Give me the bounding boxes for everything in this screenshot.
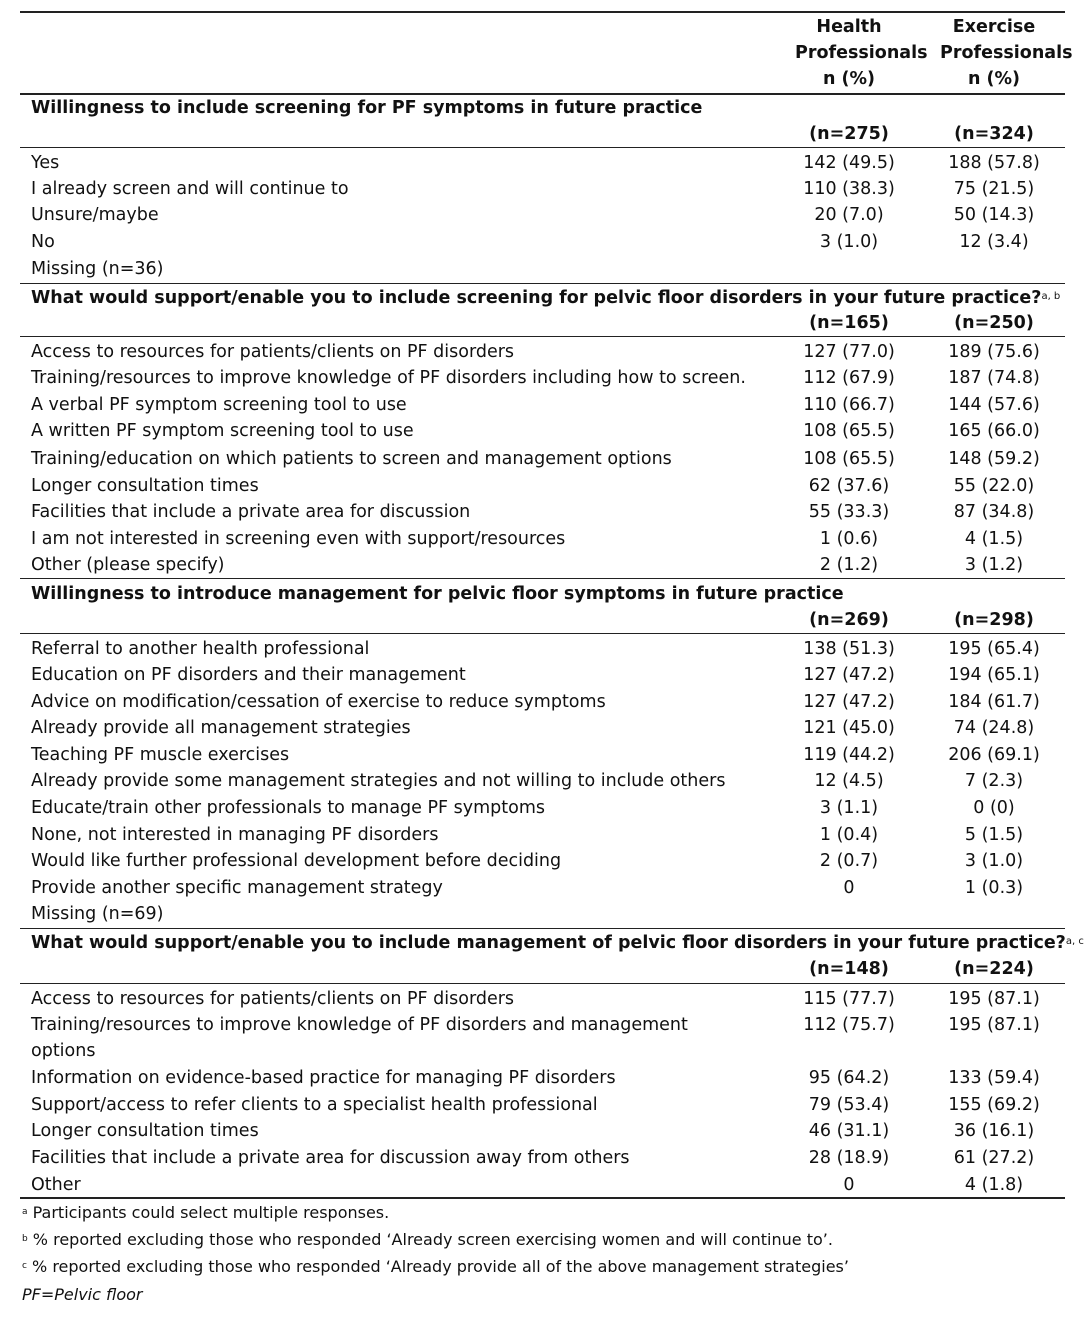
column-header-exercise-line2: Professionals [940, 43, 1073, 63]
row-label: Already provide some management strategies and not willing to include others [31, 771, 726, 791]
column-header-health-line2: Professionals [795, 43, 928, 63]
footnote-mark: a [22, 1207, 28, 1217]
row-exercise-value: 3 (1.2) [964, 555, 1024, 575]
row-exercise-value: 61 (27.2) [953, 1148, 1035, 1168]
table-bottom-rule [20, 1197, 1065, 1199]
row-exercise-value: 4 (1.8) [964, 1175, 1024, 1195]
section-title [31, 583, 844, 605]
row-label: Missing (n=36) [31, 259, 164, 279]
footnote-text: % reported excluding those who responded ‘Already provide all of the above management strategies’ [26, 1257, 849, 1276]
row-exercise-value: 133 (59.4) [948, 1068, 1040, 1088]
row-exercise-value: 7 (2.3) [964, 771, 1024, 791]
row-health-value: 142 (49.5) [803, 153, 895, 173]
row-exercise-value: 148 (59.2) [948, 449, 1040, 469]
row-health-value: 28 (18.9) [808, 1148, 890, 1168]
row-label: Longer consultation times [31, 1121, 259, 1141]
row-label: I am not interested in screening even with support/resources [31, 529, 566, 549]
section-rule [20, 578, 1065, 579]
section-title [31, 287, 1060, 309]
row-exercise-value: 195 (87.1) [948, 1015, 1040, 1035]
row-health-value: 2 (1.2) [819, 555, 879, 575]
row-health-value: 62 (37.6) [808, 476, 890, 496]
row-health-value: 3 (1.0) [819, 232, 879, 252]
row-label: Educate/train other professionals to manage PF symptoms [31, 798, 546, 818]
row-label: Access to resources for patients/clients on PF disorders [31, 989, 515, 1009]
row-label: Support/access to refer clients to a specialist health professional [31, 1095, 598, 1115]
row-label: Facilities that include a private area for discussion away from others [31, 1148, 630, 1168]
row-health-value: 127 (47.2) [803, 665, 895, 685]
footnote-marker: a, b [1041, 291, 1061, 302]
header-bottom-rule [20, 93, 1065, 95]
row-label: Missing (n=69) [31, 904, 164, 924]
row-health-value: 1 (0.4) [819, 825, 879, 845]
row-health-value: 79 (53.4) [808, 1095, 890, 1115]
row-exercise-value: 155 (69.2) [948, 1095, 1040, 1115]
footnote-mark: b [22, 1234, 28, 1244]
section-rule [20, 928, 1065, 929]
row-health-value: 55 (33.3) [808, 502, 890, 522]
row-label: Access to resources for patients/clients on PF disorders [31, 342, 515, 362]
row-health-value: 12 (4.5) [814, 771, 884, 791]
row-health-value: 127 (47.2) [803, 692, 895, 712]
row-label: Facilities that include a private area for discussion [31, 502, 471, 522]
row-exercise-value: 206 (69.1) [948, 745, 1040, 765]
abbreviation-note: PF=Pelvic floor [22, 1285, 143, 1304]
row-label: Unsure/maybe [31, 205, 159, 225]
row-health-value: 119 (44.2) [803, 745, 895, 765]
section-n-exercise: (n=224) [954, 959, 1034, 979]
footnote-marker: a, c [1065, 936, 1084, 947]
row-exercise-value: 188 (57.8) [948, 153, 1040, 173]
row-label: A verbal PF symptom screening tool to use [31, 395, 407, 415]
row-label: No [31, 232, 55, 252]
row-exercise-value: 184 (61.7) [948, 692, 1040, 712]
column-header-health [795, 14, 928, 92]
row-health-value: 138 (51.3) [803, 639, 895, 659]
row-health-value: 1 (0.6) [819, 529, 879, 549]
row-health-value: 110 (38.3) [803, 179, 895, 199]
section-n-health: (n=275) [809, 124, 889, 144]
row-health-value: 108 (65.5) [803, 449, 895, 469]
row-health-value: 3 (1.1) [819, 798, 879, 818]
column-header-exercise-line1: Exercise [952, 17, 1036, 37]
row-exercise-value: 144 (57.6) [948, 395, 1040, 415]
row-label: Would like further professional development before deciding [31, 851, 562, 871]
row-health-value: 0 [843, 1175, 855, 1195]
row-health-value: 2 (0.7) [819, 851, 879, 871]
row-health-value: 110 (66.7) [803, 395, 895, 415]
section-title [31, 932, 1084, 954]
row-label-continuation: options [31, 1041, 96, 1061]
section-n-health: (n=269) [809, 610, 889, 630]
row-health-value: 0 [843, 878, 855, 898]
row-label: Other (please specify) [31, 555, 225, 575]
row-label: Other [31, 1175, 81, 1195]
section-title [31, 97, 702, 119]
section-rule [20, 283, 1065, 284]
column-header-health-line1: Health [816, 17, 882, 37]
footnote-text: Participants could select multiple responses. [27, 1203, 390, 1222]
column-header-health-line3: n (%) [822, 69, 876, 89]
row-health-value: 112 (75.7) [803, 1015, 895, 1035]
row-label: Education on PF disorders and their management [31, 665, 466, 685]
footnote-mark: c [22, 1261, 27, 1271]
row-exercise-value: 0 (0) [973, 798, 1015, 818]
section-rule [20, 633, 1065, 634]
section-title-text: Willingness to introduce management for pelvic floor symptoms in future practice [31, 584, 844, 604]
row-exercise-value: 187 (74.8) [948, 368, 1040, 388]
row-label: Training/resources to improve knowledge of PF disorders including how to screen. [31, 368, 746, 388]
row-label: Training/resources to improve knowledge of PF disorders and management [31, 1015, 688, 1035]
column-header-exercise [940, 14, 1073, 92]
row-exercise-value: 189 (75.6) [948, 342, 1040, 362]
row-exercise-value: 195 (87.1) [948, 989, 1040, 1009]
row-health-value: 115 (77.7) [803, 989, 895, 1009]
row-exercise-value: 165 (66.0) [948, 421, 1040, 441]
section-rule [20, 983, 1065, 984]
row-label: Longer consultation times [31, 476, 259, 496]
row-health-value: 121 (45.0) [803, 718, 895, 738]
footnote [22, 1229, 833, 1251]
row-exercise-value: 3 (1.0) [964, 851, 1024, 871]
row-exercise-value: 5 (1.5) [964, 825, 1024, 845]
row-exercise-value: 1 (0.3) [964, 878, 1024, 898]
section-rule [20, 147, 1065, 148]
section-n-exercise: (n=324) [954, 124, 1034, 144]
row-health-value: 108 (65.5) [803, 421, 895, 441]
row-health-value: 112 (67.9) [803, 368, 895, 388]
section-n-health: (n=148) [809, 959, 889, 979]
row-health-value: 95 (64.2) [808, 1068, 890, 1088]
section-n-exercise: (n=250) [954, 313, 1034, 333]
footnote [22, 1256, 849, 1278]
section-title-text: What would support/enable you to include screening for pelvic floor disorders in your future practice? [31, 288, 1042, 308]
footnote [22, 1202, 389, 1224]
row-label: Teaching PF muscle exercises [31, 745, 290, 765]
row-label: A written PF symptom screening tool to use [31, 421, 414, 441]
row-exercise-value: 12 (3.4) [959, 232, 1029, 252]
row-label: Referral to another health professional [31, 639, 370, 659]
row-label: I already screen and will continue to [31, 179, 349, 199]
row-exercise-value: 55 (22.0) [953, 476, 1035, 496]
row-label: Advice on modification/cessation of exercise to reduce symptoms [31, 692, 606, 712]
row-exercise-value: 195 (65.4) [948, 639, 1040, 659]
table-top-rule [20, 11, 1065, 13]
footnote-text: % reported excluding those who responded ‘Already screen exercising women and will continue to’. [27, 1230, 833, 1249]
row-exercise-value: 87 (34.8) [953, 502, 1035, 522]
row-exercise-value: 4 (1.5) [964, 529, 1024, 549]
row-label: Already provide all management strategies [31, 718, 411, 738]
row-exercise-value: 36 (16.1) [953, 1121, 1035, 1141]
section-title-text: Willingness to include screening for PF symptoms in future practice [31, 98, 703, 118]
row-health-value: 127 (77.0) [803, 342, 895, 362]
row-health-value: 20 (7.0) [814, 205, 884, 225]
row-label: Provide another specific management strategy [31, 878, 443, 898]
row-label: Information on evidence-based practice for managing PF disorders [31, 1068, 616, 1088]
row-exercise-value: 74 (24.8) [953, 718, 1035, 738]
row-label: Training/education on which patients to screen and management options [31, 449, 672, 469]
section-rule [20, 336, 1065, 337]
row-label: Yes [31, 153, 60, 173]
column-header-exercise-line3: n (%) [967, 69, 1021, 89]
row-exercise-value: 194 (65.1) [948, 665, 1040, 685]
section-n-health: (n=165) [809, 313, 889, 333]
row-exercise-value: 50 (14.3) [953, 205, 1035, 225]
row-health-value: 46 (31.1) [808, 1121, 890, 1141]
section-title-text: What would support/enable you to include management of pelvic floor disorders in your future practice? [31, 933, 1066, 953]
section-n-exercise: (n=298) [954, 610, 1034, 630]
row-label: None, not interested in managing PF disorders [31, 825, 439, 845]
row-exercise-value: 75 (21.5) [953, 179, 1035, 199]
